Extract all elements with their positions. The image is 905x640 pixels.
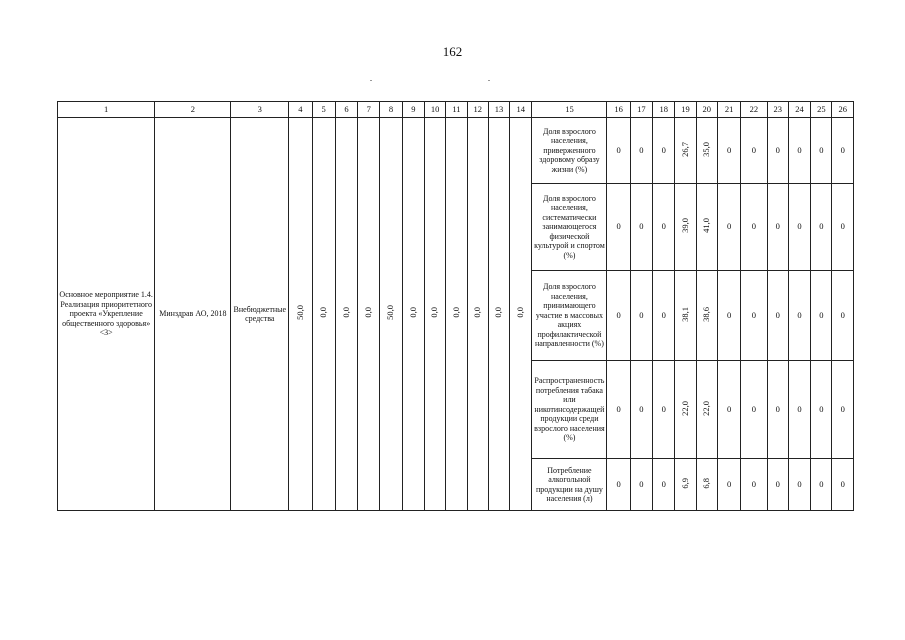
funding-value: 0,0 [450, 307, 461, 319]
column-header-26: 26 [832, 102, 854, 118]
funding-cell-col5 [312, 118, 335, 511]
indicator-value-cell-col23 [767, 184, 788, 271]
indicator-value: 0 [797, 309, 802, 320]
column-header-14: 14 [510, 102, 532, 118]
indicator-value: 0 [775, 144, 780, 155]
indicator-value-cell-col26 [832, 459, 854, 511]
indicator-value-cell-col26 [832, 361, 854, 459]
funding-value: 50,0 [385, 305, 396, 321]
indicator-value: 39,0 [679, 218, 690, 234]
indicator-value-cell-col16 [607, 271, 630, 361]
indicator-value-cell-col20 [696, 184, 717, 271]
indicator-value: 0 [726, 144, 732, 155]
column-header-12: 12 [467, 102, 488, 118]
indicator-value-cell-col24 [788, 361, 810, 459]
indicator-value: 6,9 [679, 477, 690, 489]
indicator-value-cell-col16 [607, 118, 630, 184]
column-header-25: 25 [811, 102, 832, 118]
funding-cell-col14 [510, 118, 532, 511]
indicator-value: 0 [726, 309, 732, 320]
indicator-value-cell-col24 [788, 459, 810, 511]
indicator-value-cell-col22 [741, 184, 767, 271]
column-header-1: 1 [58, 102, 155, 118]
funding-value: 50,0 [294, 305, 305, 321]
indicator-value: 0 [639, 144, 644, 155]
column-header-8: 8 [380, 102, 402, 118]
funding-value: 0,0 [363, 307, 373, 319]
indicator-value: 0 [726, 478, 732, 489]
indicator-value: 0 [840, 478, 845, 489]
column-header-23: 23 [767, 102, 788, 118]
indicator-value: 0 [840, 144, 845, 155]
indicator-value: 0 [797, 221, 802, 232]
indicator-value: 0 [639, 221, 644, 232]
funding-source-cell: Внебюджетные средства [231, 118, 289, 511]
indicator-value: 0 [751, 478, 757, 489]
indicator-value: 0 [819, 309, 824, 320]
indicator-value: 6,8 [701, 477, 712, 489]
table-row [58, 118, 854, 184]
indicator-value-cell-col23 [767, 118, 788, 184]
indicator-value-cell-col19 [675, 361, 696, 459]
indicator-value-cell-col22 [741, 271, 767, 361]
indicator-value-cell-col17 [630, 118, 652, 184]
indicator-value: 0 [775, 478, 780, 489]
indicator-value-cell-col19 [675, 271, 696, 361]
indicator-value: 0 [775, 403, 780, 414]
funding-cell-col13 [488, 118, 509, 511]
indicator-value: 0 [819, 478, 824, 489]
indicator-value-cell-col18 [653, 459, 675, 511]
page-number: 162 [442, 44, 463, 59]
indicator-value: 0 [797, 478, 802, 489]
indicator-value: 0 [639, 309, 644, 320]
column-header-10: 10 [425, 102, 446, 118]
indicator-value-cell-col21 [717, 271, 740, 361]
indicator-value: 0 [840, 221, 845, 232]
indicator-value: 0 [797, 403, 802, 414]
funding-value: 0,0 [493, 307, 504, 319]
column-header-4: 4 [289, 102, 312, 118]
program-table [57, 101, 854, 511]
indicator-value-cell-col23 [767, 361, 788, 459]
indicator-name-cell: Доля взрослого населения, систематически занимающегося физической культурой и спортом (%) [532, 184, 607, 271]
indicator-value-cell-col22 [741, 118, 767, 184]
indicator-value-cell-col25 [811, 459, 832, 511]
scan-speck [370, 80, 372, 81]
indicator-value-cell-col25 [811, 118, 832, 184]
column-header-20: 20 [696, 102, 717, 118]
indicator-value-cell-col26 [832, 184, 854, 271]
indicator-value: 0 [726, 221, 732, 232]
indicator-value-cell-col25 [811, 184, 832, 271]
indicator-value-cell-col24 [788, 271, 810, 361]
indicator-value-cell-col22 [741, 361, 767, 459]
indicator-value: 0 [661, 478, 666, 489]
funding-cell-col8 [380, 118, 402, 511]
indicator-value-cell-col21 [717, 459, 740, 511]
indicator-value-cell-col26 [832, 271, 854, 361]
indicator-value-cell-col17 [630, 361, 652, 459]
indicator-value-cell-col19 [675, 459, 696, 511]
column-header-6: 6 [335, 102, 357, 118]
funding-value: 0,0 [429, 307, 440, 319]
indicator-value: 0 [819, 221, 824, 232]
indicator-value-cell-col17 [630, 271, 652, 361]
indicator-value: 38,6 [701, 306, 712, 322]
indicator-name-cell: Распространенность потребления табака или никотинсодержащей продукции среди взрослого населения (%) [532, 361, 607, 459]
column-header-13: 13 [488, 102, 509, 118]
indicator-value: 0 [726, 403, 732, 414]
funding-value: 0,0 [515, 307, 526, 319]
indicator-value: 0 [616, 221, 621, 232]
indicator-value-cell-col18 [653, 361, 675, 459]
indicator-value: 0 [751, 144, 757, 155]
indicator-value: 38,1 [679, 306, 690, 322]
indicator-value-cell-col24 [788, 184, 810, 271]
indicator-value: 0 [840, 309, 845, 320]
column-header-3: 3 [231, 102, 289, 118]
indicator-value-cell-col20 [696, 459, 717, 511]
column-header-5: 5 [312, 102, 335, 118]
column-header-2: 2 [155, 102, 231, 118]
indicator-value: 0 [661, 403, 666, 414]
indicator-name-cell: Потребление алкогольной продукции на душу населения (л) [532, 459, 607, 511]
indicator-value-cell-col22 [741, 459, 767, 511]
indicator-value-cell-col18 [653, 271, 675, 361]
column-header-21: 21 [717, 102, 740, 118]
indicator-value-cell-col26 [832, 118, 854, 184]
indicator-value: 0 [616, 144, 621, 155]
scan-speck [488, 80, 490, 81]
indicator-value-cell-col16 [607, 459, 630, 511]
indicator-value-cell-col24 [788, 118, 810, 184]
measure-name-cell: Основное мероприятие 1.4. Реализация приоритетного проекта «Укрепление общественного здоровья» <3> [58, 118, 155, 511]
indicator-name-cell: Доля взрослого населения, принимающего участие в массовых акциях профилактической направленности (%) [532, 271, 607, 361]
indicator-value: 0 [639, 478, 644, 489]
funding-cell-col4 [289, 118, 312, 511]
indicator-value: 26,7 [679, 141, 690, 157]
indicator-value-cell-col21 [717, 184, 740, 271]
indicator-value: 35,0 [701, 141, 712, 157]
indicator-value-cell-col17 [630, 459, 652, 511]
column-header-7: 7 [358, 102, 380, 118]
indicator-value-cell-col23 [767, 271, 788, 361]
indicator-value: 0 [819, 403, 824, 414]
indicator-value: 0 [751, 309, 757, 320]
indicator-value-cell-col18 [653, 184, 675, 271]
executor-cell: Минздрав АО, 2018 [155, 118, 231, 511]
indicator-value-cell-col21 [717, 118, 740, 184]
indicator-name-cell: Доля взрослого населения, приверженного здоровому образу жизни (%) [532, 118, 607, 184]
indicator-value-cell-col25 [811, 271, 832, 361]
funding-value: 0,0 [471, 307, 482, 319]
funding-value: 0,0 [317, 307, 328, 319]
indicator-value-cell-col18 [653, 118, 675, 184]
column-header-19: 19 [675, 102, 696, 118]
column-header-24: 24 [788, 102, 810, 118]
indicator-value: 0 [819, 144, 824, 155]
funding-value: 0,0 [407, 307, 418, 319]
indicator-value-cell-col21 [717, 361, 740, 459]
indicator-value: 0 [616, 403, 621, 414]
column-header-22: 22 [741, 102, 767, 118]
indicator-value: 0 [775, 309, 780, 320]
funding-cell-col7 [358, 118, 380, 511]
indicator-value: 41,0 [701, 218, 712, 234]
funding-value: 0,0 [340, 307, 351, 319]
indicator-value: 0 [639, 403, 644, 414]
column-header-18: 18 [653, 102, 675, 118]
indicator-value: 22,0 [679, 400, 690, 416]
indicator-value: 0 [616, 478, 621, 489]
funding-cell-col12 [467, 118, 488, 511]
indicator-value: 0 [661, 221, 666, 232]
funding-cell-col10 [425, 118, 446, 511]
indicator-value-cell-col19 [675, 118, 696, 184]
indicator-value: 0 [661, 309, 666, 320]
indicator-value-cell-col20 [696, 118, 717, 184]
column-header-16: 16 [607, 102, 630, 118]
funding-cell-col9 [402, 118, 424, 511]
indicator-value-cell-col20 [696, 271, 717, 361]
indicator-value: 0 [616, 309, 621, 320]
indicator-value: 0 [797, 144, 802, 155]
column-header-17: 17 [630, 102, 652, 118]
column-header-9: 9 [402, 102, 424, 118]
indicator-value: 0 [661, 144, 666, 155]
indicator-value: 22,0 [701, 400, 712, 416]
indicator-value-cell-col16 [607, 184, 630, 271]
header-row [58, 102, 854, 118]
funding-cell-col6 [335, 118, 357, 511]
indicator-value: 0 [840, 403, 845, 414]
column-header-15: 15 [532, 102, 607, 118]
indicator-value-cell-col20 [696, 361, 717, 459]
indicator-value-cell-col17 [630, 184, 652, 271]
indicator-value-cell-col19 [675, 184, 696, 271]
indicator-value-cell-col25 [811, 361, 832, 459]
indicator-value: 0 [751, 403, 757, 414]
indicator-value-cell-col16 [607, 361, 630, 459]
indicator-value-cell-col23 [767, 459, 788, 511]
indicator-value: 0 [775, 221, 780, 232]
column-header-11: 11 [446, 102, 467, 118]
funding-cell-col11 [446, 118, 467, 511]
indicator-value: 0 [751, 221, 757, 232]
